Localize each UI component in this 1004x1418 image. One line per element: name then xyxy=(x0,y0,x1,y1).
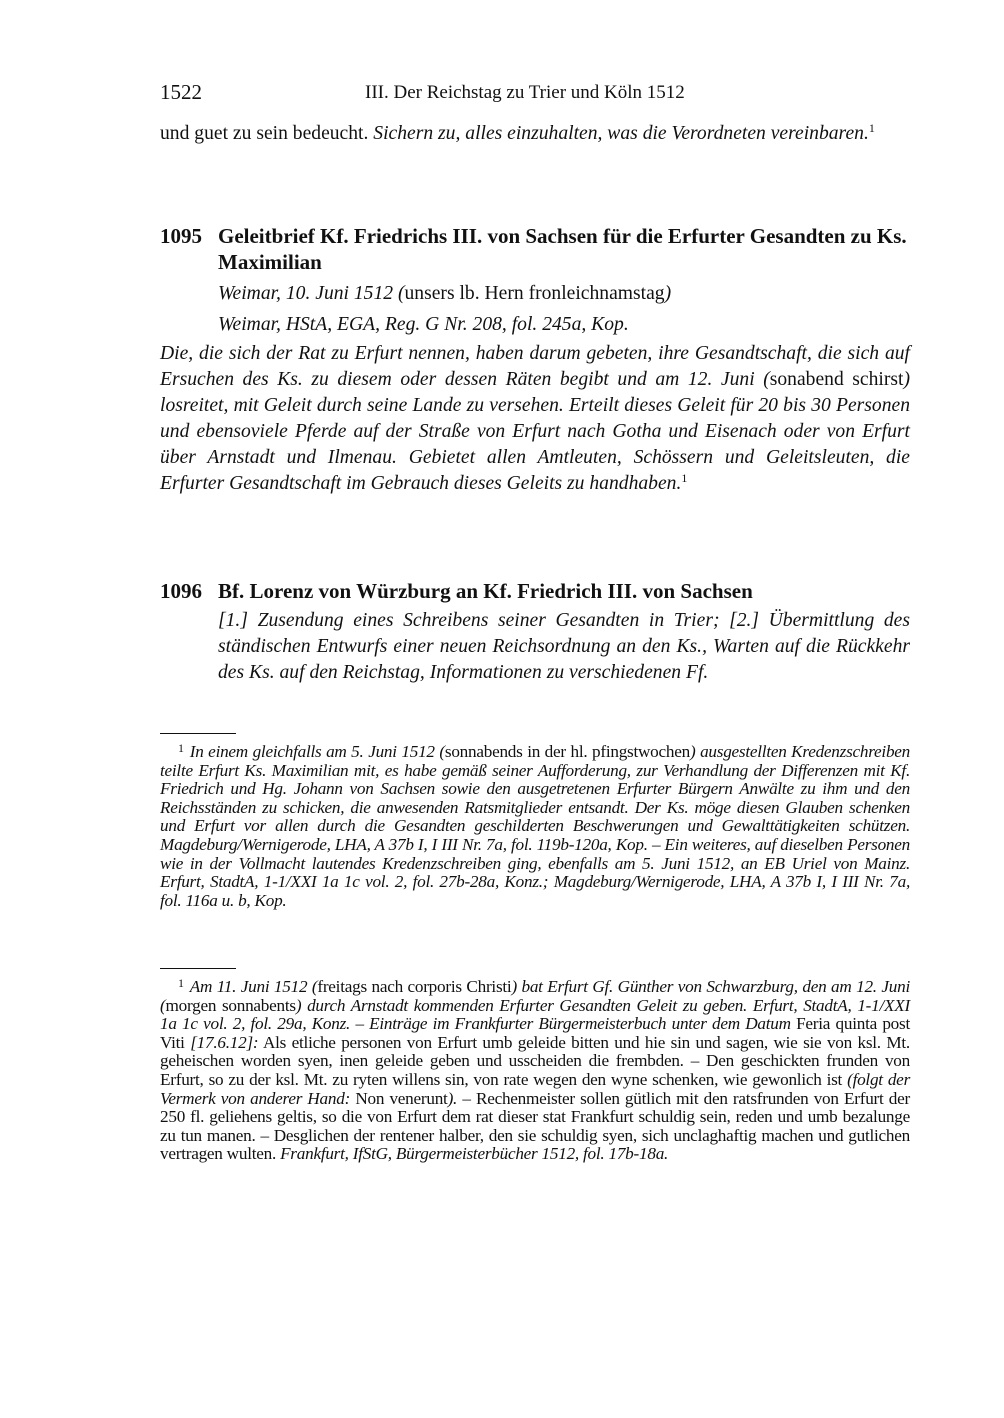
footnote-rule xyxy=(160,733,236,734)
footnote-reference[interactable]: 1 xyxy=(868,121,875,135)
continuation-paragraph xyxy=(160,121,910,147)
text-segment: freitags nach corporis Christi xyxy=(317,977,512,996)
footnote-1 xyxy=(160,739,910,910)
document-1095 xyxy=(160,223,910,497)
text-segment: sonnabends in der hl. pfingstwochen xyxy=(444,742,690,761)
text-segment: Feria quinta post Viti xyxy=(160,1014,910,1052)
document-title: Bf. Lorenz von Würzburg an Kf. Friedrich III. von Sachsen xyxy=(218,579,753,603)
text-segment: Non venerunt xyxy=(355,1088,448,1108)
document-summary xyxy=(160,341,910,497)
text-segment: [1.] Zusendung eines Schreibens seiner Gesandten in Trier; [2.] Übermittlung des ständischen Entwurfs einer neuen Reichsordnung an den Ks., Warten auf die Rückkehr des Ks. auf den Reichstag, Informationen zu verschiedenen Ff. xyxy=(218,610,910,683)
document-heading xyxy=(160,578,910,604)
footnote-rule xyxy=(160,968,236,969)
document-heading xyxy=(160,223,910,275)
text-segment: Als etliche personen von Erfurt umb geleide bitten und hie sin und sagen, wie sie von ksl. Mt. geheischen worden syen, inen geleide geben und usscheiden die frembden. – Den geschickten frunden von Erfurt, so zu der ksl. Mt. zu ryten willens sin, von rate wegen den wyne schenken, wie gewonlich ist xyxy=(160,1032,910,1089)
text-segment: und guet zu sein bedeucht. xyxy=(160,123,374,144)
text-segment: Sichern zu, alles einzuhalten, was die Verordneten vereinbaren. xyxy=(373,123,869,144)
document-date xyxy=(160,279,910,308)
text-segment: Am 11. Juni 1512 ( xyxy=(189,977,318,996)
text-segment: – Rechenmeister sollen gütlich mit den ratsfrunden von Erfurt der 250 fl. geliehens geltis, so die von Erfurt dem rat dieser stat Frankfurt schuldig sein, reden und umb bezalunge zu tun manen. – Desglichen der rentener halber, den sie schuldig syen, sich unclaghaftig machen und gutlichen vertragen wulten. xyxy=(160,1088,911,1164)
text-segment: ) durch Arnstadt kommenden Erfurter Gesandten Geleit zu geben. Erfurt, StadtA, 1-1/XXI 1a 1c vol. 2, fol. 29a, Konz. – Einträge im Frankfurter Bürgermeisterbuch unter dem Datum xyxy=(160,995,910,1034)
text-segment: ) xyxy=(664,283,672,304)
document-summary xyxy=(160,608,910,686)
text-segment: ) bat Erfurt Gf. Günther von Schwarzburg, den am 12. Juni ( xyxy=(160,977,910,1015)
text-segment: ). xyxy=(447,1088,458,1108)
text-segment: ) losreitet, mit Geleit durch seine Lande zu versehen. Erteilt dieses Geleit für 20 bis 30 Personen und ebensoviele Pferde auf der Straße von Erfurt nach Gotha und Eisenach oder von Erfurt über Arnstadt und Ilmenau. Gebietet allen Amtleuten, Schössern und Geleitsleuten, die Erfurter Gesandtschaft im Gebrauch dieses Geleits zu handhaben. xyxy=(160,369,910,494)
document-source xyxy=(160,310,910,339)
footnote-2 xyxy=(160,974,910,1164)
text-segment: Die, die sich der Rat zu Erfurt nennen, haben darum gebeten, ihre Gesandtschaft, die sich auf Ersuchen des Ks. zu diesem oder dessen Räten begibt und am 12. Juni ( xyxy=(160,343,910,390)
text-segment: Weimar, HStA, EGA, Reg. G Nr. 208, fol. 245a, Kop. xyxy=(218,314,629,335)
document-title: Geleitbrief Kf. Friedrichs III. von Sachsen für die Erfurter Gesandten zu Ks. Maximilian xyxy=(218,224,907,274)
footnote-number: 1 xyxy=(178,741,184,755)
document-number: 1096 xyxy=(160,579,202,603)
text-segment: (folgt der Vermerk von anderer Hand: xyxy=(160,1069,911,1108)
footnote-text xyxy=(160,977,910,1163)
document-1096 xyxy=(160,578,910,686)
text-segment: In einem gleichfalls am 5. Juni 1512 ( xyxy=(189,742,445,761)
text-segment: sonabend schirst xyxy=(769,369,904,390)
text-segment: [17.6.12]: xyxy=(190,1032,259,1052)
text-segment: Frankfurt, IfStG, Bürgermeisterbücher 1512, fol. 17b-18a. xyxy=(280,1144,669,1164)
text-segment: unsers lb. Hern fronleichnamstag xyxy=(404,283,665,304)
text-segment: ) ausgestellten Kredenzschreiben teilte Erfurt Ks. Maximilian mit, es habe gemäß seiner Aufforderung, zur Verhandlung der Differenzen mit Kf. Friedrich und Hg. Johann von Sachsen sowie den ausgetretenen Erfurter Bürgern Anwälte zu ihm und den Reichsständen zu schicken, die anwesenden Ratsmitglieder entsandt. Der Ks. möge diesen Glauben schenken und Erfurt vor allen durch die Gesandten geschilderten Beschwerungen und Gewalttätigkeiten schützen. Magdeburg/Wernigerode, LHA, A 37b I, I III Nr. 7a, fol. 119b-120a, Kop. – Ein weiteres, auf dieselben Personen wie in der Vollmacht lautendes Kredenzschreiben ging, ebenfalls am 5. Juni 1512, an EB Uriel von Mainz. Erfurt, StadtA, 1-1/XXI 1a 1c vol. 2, fol. 27b-28a, Konz.; Magdeburg/Wernigerode, LHA, A 37b I, I III Nr. 7a, fol. 116a u. b, Kop. xyxy=(160,742,911,910)
footnote-number: 1 xyxy=(178,976,184,990)
running-title: III. Der Reichstag zu Trier und Köln 1512 xyxy=(365,82,685,103)
footnote-text xyxy=(160,742,910,910)
page-number: 1522 xyxy=(160,80,202,104)
text-segment: morgen sonnabents xyxy=(165,995,296,1015)
text-segment: Weimar, 10. Juni 1512 ( xyxy=(218,283,405,304)
document-number: 1095 xyxy=(160,224,202,248)
footnote-reference[interactable]: 1 xyxy=(681,471,688,485)
